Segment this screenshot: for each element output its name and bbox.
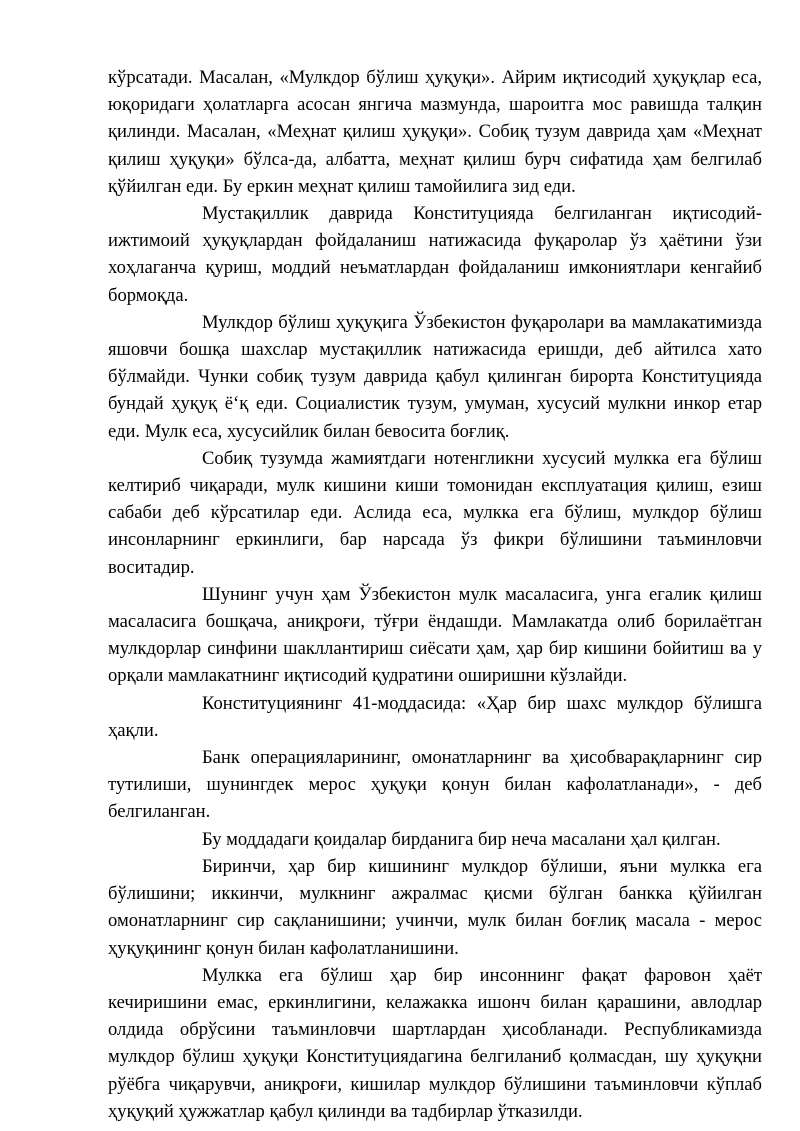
- paragraph-8: Бу моддадаги қоидалар бирданига бир неча масалани ҳал қилган.: [202, 828, 721, 850]
- document-page: [108, 64, 762, 1125]
- paragraph-10: Мулкка ега бўлиш ҳар бир инсоннинг фақат фаровон ҳаёт кечиришини емас, еркинлигини, келажакка ишонч билан қарашини, авлодлар олдида обрўсини таъминловчи шартлардан ҳисобланади. Республикамизда мулкдор бўлиш ҳуқуқи Конституциядагина белгиланиб қолмасдан, шу ҳуқуқни рўёбга чиқарувчи, аниқроғи, кишилар мулкдор бўлишини таъминловчи кўплаб ҳуқуқий ҳужжатлар қабул қилинди ва тадбирлар ўтказилди.: [108, 964, 762, 1122]
- paragraph-9: Биринчи, ҳар бир кишининг мулкдор бўлиши, яъни мулкка ега бўлишини; иккинчи, мулкнинг ажралмас қисми бўлган банкка қўйилган омонатларнинг сир сақланишини; учинчи, мулк билан боғлиқ масала - мерос ҳуқуқининг қонун билан кафолатланишини.: [108, 855, 762, 959]
- paragraph-5: Шунинг учун ҳам Ўзбекистон мулк масаласига, унга егалик қилиш масаласига бошқача, аниқроғи, тўғри ёндашди. Мамлакатда олиб борилаётган мулкдорлар синфини шакллантириш сиёсати ҳам, ҳар бир кишини бойитиш ва у орқали мамлакатнинг иқтисодий қудратини оширишни кўзлайди.: [108, 583, 762, 687]
- paragraph-7: Банк операцияларининг, омонатларнинг ва ҳисобварақларнинг сир тутилиши, шунингдек мерос ҳуқуқи қонун билан кафолатланади», - деб белгиланган.: [108, 747, 762, 823]
- paragraph-2: Мустақиллик даврида Конституцияда белгиланган иқтисодий-ижтимоий ҳуқуқлардан фойдаланиш натижасида фуқаролар ўз ҳаётини ўзи хоҳлаганча қуриш, моддий неъматлардан фойдаланиш имкониятлари кенгайиб бормоқда.: [108, 203, 762, 306]
- paragraph-4: Собиқ тузумда жамиятдаги нотенгликни хусусий мулкка ега бўлиш келтириб чиқаради, мулк кишини киши томонидан експлуатация қилиш, езиш сабаби деб кўрсатилар еди. Аслида еса, мулкка ега бўлиш, мулкдор бўлиш инсонларнинг еркинлиги, бар нарсада ўз фикри бўлишини таъминловчи воситадир.: [108, 447, 762, 578]
- paragraph-1: кўрсатади. Масалан, «Мулкдор бўлиш ҳуқуқи». Айрим иқтисодий ҳуқуқлар еса, юқоридаги ҳолатларга асосан янгича мазмунда, шароитга мос равишда талқин қилинди. Масалан, «Меҳнат қилиш ҳуқуқи». Собиқ тузум даврида ҳам «Меҳнат қилиш ҳуқуқи» бўлса-да, албатта, меҳнат қилиш бурч сифатида ҳам белгилаб қўйилган еди. Бу еркин меҳнат қилиш тамойилига зид еди.: [108, 67, 762, 197]
- paragraph-3: Мулкдор бўлиш ҳуқуқига Ўзбекистон фуқаролари ва мамлакатимизда яшовчи бошқа шахслар мустақиллик натижасида еришди, деб айтилса хато бўлмайди. Чунки собиқ тузум даврида қабул қилинган бирорта Конституцияда бундай ҳуқуқ ёʻқ еди. Социалистик тузум, умуман, хусусий мулкни инкор етар еди. Мулк еса, хусусийлик билан бевосита боғлиқ.: [108, 311, 762, 442]
- paragraph-6: Конституциянинг 41-моддасида: «Ҳар бир шахс мулкдор бўлишга ҳақли.: [108, 692, 762, 741]
